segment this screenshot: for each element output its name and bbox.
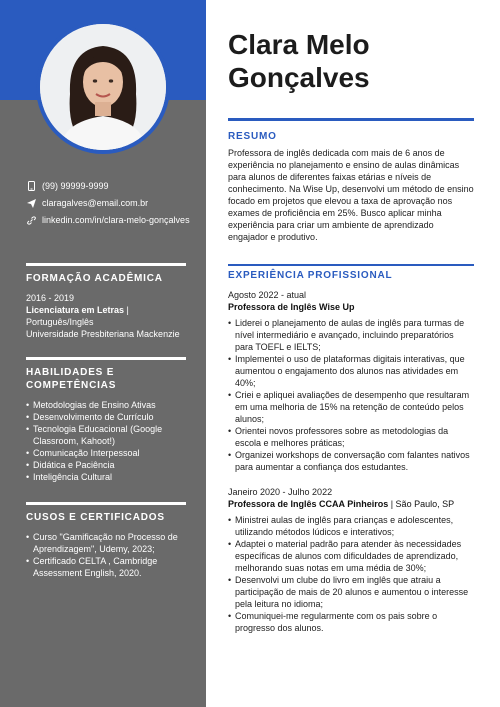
job-role: Professora de Inglês CCAA Pinheiros	[228, 499, 389, 509]
education-degree: Licenciatura em Letras	[26, 305, 125, 315]
courses-list	[26, 531, 186, 579]
link-icon	[26, 214, 36, 226]
education-title: FORMAÇÃO ACADÊMICA	[26, 273, 163, 284]
list-item: • Orientei novos professores sobre as metodologias da escola e melhores práticas;	[228, 425, 474, 449]
list-item: • Desenvolvimento de Currículo	[26, 411, 186, 423]
list-item: • Adaptei o material padrão para atender às necessidades específicas de alunos com dificuldades de aprendizado, melhorando suas notas em uma média de 30%;	[228, 538, 474, 574]
summary-title: RESUMO	[228, 131, 277, 142]
job-bullets	[228, 317, 474, 473]
job-role-line	[228, 301, 474, 313]
education-degree-line	[26, 304, 186, 316]
skills-divider	[26, 357, 186, 360]
contact-phone: (99) 99999-9999	[42, 181, 109, 191]
list-item: • Comunicação Interpessoal	[26, 447, 186, 459]
profile-photo-frame	[36, 20, 170, 154]
contact-block	[26, 180, 196, 231]
name-divider	[228, 118, 474, 121]
education-separator: |	[124, 305, 129, 315]
contact-linkedin-row[interactable]	[26, 214, 196, 226]
list-item: • Inteligência Cultural	[26, 471, 186, 483]
courses-divider	[26, 502, 186, 505]
job-entry	[228, 486, 474, 634]
education-field: Português/Inglês	[26, 317, 94, 327]
education-school: Universidade Presbiteriana Mackenzie	[26, 329, 180, 339]
courses-title: CUSOS E CERTIFICADOS	[26, 512, 165, 523]
summary-text: Professora de inglês dedicada com mais de 6 anos de experiência no planejamento e ensino de aulas dinâmicas para alunos de diferentes faixas etárias e níveis de conhecimento. Na Wise Up, desenvolvi um método de ensino focado em projetos que elevou a taxa de aprovação nos exames de proficiência em 25%. Busco aplicar minha experiência para criar um ambiente de aprendizado engajador e produtivo.	[228, 148, 474, 242]
experience-section	[228, 264, 474, 634]
job-entry	[228, 289, 474, 473]
name-first-line: Clara Melo	[228, 29, 370, 60]
profile-photo-illustration	[40, 24, 166, 150]
list-item: • Curso "Gamificação no Processo de Aprendizagem", Udemy, 2023;	[26, 531, 186, 555]
list-item: • Didática e Paciência	[26, 459, 186, 471]
job-date: Janeiro 2020 - Julho 2022	[228, 487, 333, 497]
list-item: • Criei e apliquei avaliações de desempenho que resultaram em uma melhoria de 15% na retenção de conteúdo pelos alunos;	[228, 389, 474, 425]
list-item: • Organizei workshops de conversação com falantes nativos para aumentar a confiança dos estudantes.	[228, 449, 474, 473]
contact-email-row[interactable]	[26, 197, 196, 209]
list-item: • Liderei o planejamento de aulas de inglês para turmas de nível intermediário e avançado, incluindo preparatórios para TOEFL e IELTS;	[228, 317, 474, 353]
experience-divider	[228, 264, 474, 266]
summary-section	[228, 130, 474, 243]
education-divider	[26, 263, 186, 266]
list-item: • Tecnologia Educacional (Google Classroom, Kahoot!)	[26, 423, 186, 447]
list-item: • Comuniquei-me regularmente com os pais sobre o progresso dos alunos.	[228, 610, 474, 634]
job-bullets	[228, 514, 474, 634]
send-icon	[26, 197, 36, 209]
experience-title: EXPERIÊNCIA PROFISSIONAL	[228, 270, 393, 281]
profile-photo	[40, 24, 166, 150]
list-item: • Desenvolvi um clube do livro em inglês que atraiu a participação de mais de 20 alunos e aumentou o interesse pela leitura no idioma;	[228, 574, 474, 610]
job-role-line	[228, 498, 474, 510]
list-item: • Metodologias de Ensino Ativas	[26, 399, 186, 411]
phone-icon	[26, 180, 36, 192]
contact-email[interactable]: claragalves@email.com.br	[42, 198, 149, 208]
education-years: 2016 - 2019	[26, 293, 75, 303]
contact-phone-row	[26, 180, 196, 192]
name-header	[228, 28, 478, 94]
education-section	[26, 263, 186, 340]
list-item: • Implementei o uso de plataformas digitais interativas, que aumentou o engajamento dos alunos nas atividades em 40%;	[228, 353, 474, 389]
skills-section	[26, 357, 186, 483]
skills-title: HABILIDADES E COMPETÊNCIAS	[26, 367, 117, 391]
list-item: • Ministrei aulas de inglês para crianças e adolescentes, utilizando métodos lúdicos e interativos;	[228, 514, 474, 538]
skills-list	[26, 399, 186, 483]
job-location: | São Paulo, SP	[388, 499, 455, 509]
job-date: Agosto 2022 - atual	[228, 290, 307, 300]
sidebar	[0, 0, 206, 707]
courses-section	[26, 502, 186, 579]
contact-linkedin[interactable]: linkedin.com/in/clara-melo-gonçalves	[42, 215, 190, 225]
list-item: • Certificado CELTA , Cambridge Assessment English, 2020.	[26, 555, 186, 579]
job-role: Professora de Inglês Wise Up	[228, 302, 355, 312]
name-second-line: Gonçalves	[228, 62, 370, 93]
